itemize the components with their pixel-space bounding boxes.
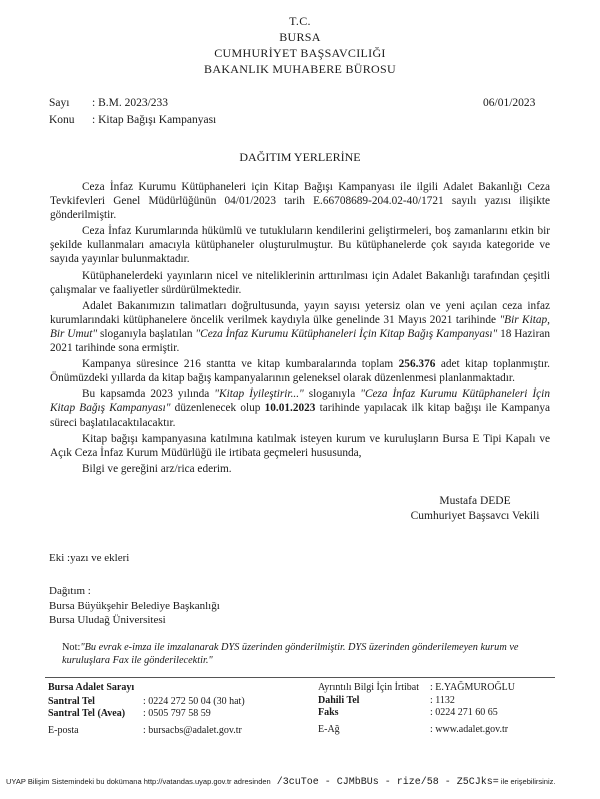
footer-faks-label: Faks bbox=[318, 707, 339, 718]
footer-avea-label: Santral Tel (Avea) bbox=[48, 708, 126, 719]
footer-contact-value: : E.YAĞMUROĞLU bbox=[430, 682, 515, 693]
header-city: BURSA bbox=[279, 30, 321, 44]
paragraph-3: Kütüphanelerdeki yayınların nicel ve niteliklerinin arttırılması için Adalet Bakanlığı tarafından çeşitli çalışmalar ve faaliyetler sürdürülmektedir. bbox=[50, 269, 550, 296]
paragraph-2: Ceza İnfaz Kurumlarında hükümlü ve tutukluların kendilerini geliştirmeleri, boş zamanlarını etkin bir şekilde kullanmaları amacıyla kütüphaneler oluşturulmuştur. Bu kütüphanelerde çok sayıda kategoride ve sayıda yayınlar bulunmaktadır. bbox=[50, 225, 550, 266]
paragraph-4: Adalet Bakanımızın talimatları doğrultusunda, yayın sayısı yetersiz olan ve yeni açılan ceza infaz kurumlarındaki kütüphanelere öncelik verilmek kaydıyla ülke genelinde 31 Mayıs 2021 tarihinde "Bir Kitap, Bir Umut" sloganıyla başlatılan "Ceza İnfaz Kurumu Kütüphaneleri İçin Kitap Bağış Kampanyası" 18 Haziran 2021 tarihinde sona ermiştir. bbox=[50, 299, 550, 355]
letter-body bbox=[50, 180, 550, 478]
paragraph-7: Kitap bağışı kampanyasına katılmına katılmak isteyen kurum ve kuruluşların Bursa E Tipi Kapalı ve Açık Ceza İnfaz Kurum Müdürlüğü ile irtibata geçmeleri hususunda, bbox=[50, 432, 550, 459]
footer-eposta-label: E-posta bbox=[48, 724, 79, 736]
paragraph-6: Bu kapsamda 2023 yılında "Kitap İyileştirir..." sloganıyla "Ceza İnfaz Kurumu Kütüphaneleri İçin Kitap Bağış Kampanyası" düzenlenecek olup 10.01.2023 tarihinde yapılacak ilk kitap bağışı ile Kampanya süreci başlatılacaktılacaktır. bbox=[50, 388, 550, 429]
header-tc: T.C. bbox=[289, 14, 311, 28]
footer-address: Bursa Adalet Sarayı bbox=[48, 682, 135, 693]
footer-contact-label: Ayrıntılı Bilgi İçin İrtibat bbox=[318, 682, 420, 693]
footer-santral-label: Santral Tel bbox=[48, 695, 95, 707]
footer-right bbox=[318, 682, 515, 736]
sayi-label: Sayı bbox=[49, 97, 70, 109]
footer-avea-value: : 0505 797 58 59 bbox=[143, 708, 211, 719]
footer-eag-value: : www.adalet.gov.tr bbox=[430, 723, 509, 735]
verification-code: /3cuToe - CJMbBUs - rize/58 - Z5CJks= bbox=[270, 777, 499, 788]
footer-santral-value: : 0224 272 50 04 (30 hat) bbox=[143, 695, 245, 707]
document-title: DAĞITIM YERLERİNE bbox=[239, 150, 361, 164]
signer-name: Mustafa DEDE bbox=[439, 495, 511, 507]
footer-divider bbox=[45, 677, 555, 678]
konu-label: Konu bbox=[49, 114, 75, 126]
paragraph-8: Bilgi ve gereğini arz/rica ederim. bbox=[82, 462, 232, 475]
document-date: 06/01/2023 bbox=[483, 97, 536, 109]
paragraph-1: Ceza İnfaz Kurumu Kütüphaneleri için Kitap Bağışı Kampanyası ile ilgili Adalet Bakanlığı Ceza Tevkifevleri Genel Müdürlüğünün 04/01/2023 tarih E.66708689-204.02-40/1721 sayılı yazısı ilişikte gönderilmiştir. bbox=[50, 181, 550, 222]
paragraph-5: Kampanya süresince 216 stantta ve kitap kumbaralarında toplam 256.376 adet kitap toplanmıştır. Önümüzdeki yıllarda da kitap bağış kampanyalarının geleneksel olarak düzenlenmesi planlanmaktadır. bbox=[50, 358, 550, 385]
uyap-verification-line: UYAP Bilişim Sistemindeki bu dokümana http://vatandas.uyap.gov.tr adresinden /3cuToe - CJMbBUs - rize/58 - Z5CJks= ile erişebilirsiniz. bbox=[6, 777, 556, 788]
distribution-item: Bursa Büyükşehir Belediye Başkanlığı bbox=[49, 600, 220, 612]
distribution-label: Dağıtım : bbox=[49, 585, 91, 597]
footer-faks-value: : 0224 271 60 65 bbox=[430, 707, 498, 718]
sayi-value: : B.M. 2023/233 bbox=[92, 97, 169, 109]
header-office: CUMHURİYET BAŞSAVCILIĞI bbox=[214, 46, 386, 60]
e-signature-note: Not:"Bu evrak e-imza ile imzalanarak DYS üzerinden gönderilmiştir. DYS üzerinden gönderilemeyen kurum ve kuruluşlara Fax ile gönderilecektir." bbox=[62, 642, 519, 666]
signer-title: Cumhuriyet Başsavcı Vekili bbox=[410, 510, 540, 522]
footer-left bbox=[48, 682, 245, 737]
footer-dahili-label: Dahili Tel bbox=[318, 694, 360, 706]
footer-eposta-value: : bursacbs@adalet.gov.tr bbox=[143, 724, 242, 736]
attachments: Eki :yazı ve ekleri bbox=[49, 552, 130, 564]
konu-value: : Kitap Bağışı Kampanyası bbox=[92, 114, 217, 126]
footer-dahili-value: : 1132 bbox=[430, 694, 455, 706]
distribution-item: Bursa Uludağ Üniversitesi bbox=[49, 614, 166, 626]
header-bureau: BAKANLIK MUHABERE BÜROSU bbox=[204, 62, 396, 76]
footer-eag-label: E-Ağ bbox=[318, 723, 340, 735]
